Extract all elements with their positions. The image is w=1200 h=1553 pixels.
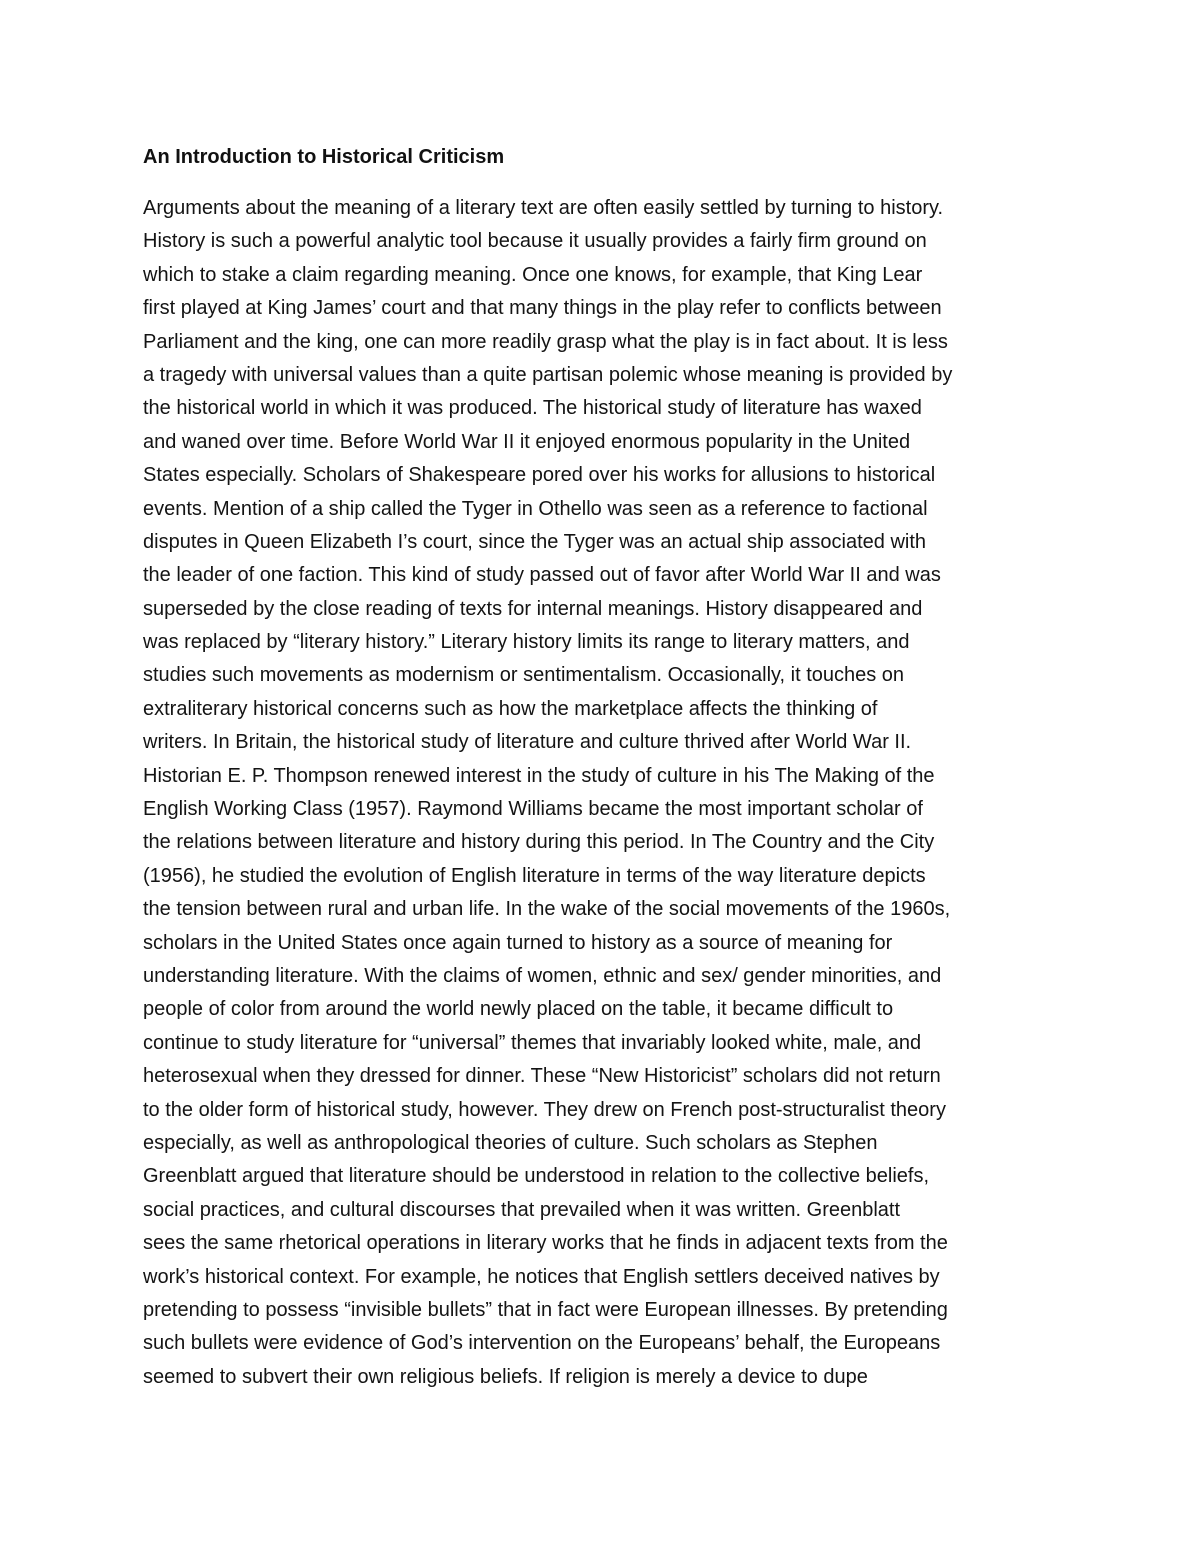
text-line: events. Mention of a ship called the Tyger in Othello was seen as a reference to factional <box>143 497 928 520</box>
text-line: writers. In Britain, the historical study of literature and culture thrived after World War II. <box>143 731 912 754</box>
text-line: seemed to subvert their own religious beliefs. If religion is merely a device to dupe <box>143 1365 868 1388</box>
text-line: pretending to possess “invisible bullets” that in fact were European illnesses. By pretending <box>143 1298 948 1321</box>
text-line: English Working Class (1957). Raymond Williams became the most important scholar of <box>143 798 923 821</box>
text-line: Historian E. P. Thompson renewed interest in the study of culture in his The Making of the <box>143 764 935 787</box>
text-line: the relations between literature and history during this period. In The Country and the City <box>143 831 935 854</box>
text-line: extraliterary historical concerns such as how the marketplace affects the thinking of <box>143 697 878 720</box>
text-line: understanding literature. With the claims of women, ethnic and sex/ gender minorities, and <box>143 964 942 987</box>
text-line: and waned over time. Before World War II it enjoyed enormous popularity in the United <box>143 430 911 453</box>
document-title: An Introduction to Historical Criticism <box>143 146 505 168</box>
text-line: which to stake a claim regarding meaning. Once one knows, for example, that King Lear <box>143 263 923 286</box>
text-line: especially, as well as anthropological theories of culture. Such scholars as Stephen <box>143 1131 878 1154</box>
text-line: States especially. Scholars of Shakespeare pored over his works for allusions to historical <box>143 464 936 487</box>
text-line: such bullets were evidence of God’s intervention on the Europeans’ behalf, the Europeans <box>143 1332 941 1355</box>
text-line: heterosexual when they dressed for dinner. These “New Historicist” scholars did not return <box>143 1065 941 1088</box>
text-line: disputes in Queen Elizabeth I’s court, since the Tyger was an actual ship associated with <box>143 530 927 553</box>
text-line: studies such movements as modernism or sentimentalism. Occasionally, it touches on <box>143 664 905 687</box>
text-line: sees the same rhetorical operations in literary works that he finds in adjacent texts from the <box>143 1232 948 1255</box>
text-line: to the older form of historical study, however. They drew on French post-structuralist theory <box>143 1098 946 1121</box>
text-line: History is such a powerful analytic tool because it usually provides a fairly firm ground on <box>143 230 927 253</box>
text-line: was replaced by “literary history.” Literary history limits its range to literary matters, and <box>143 631 910 654</box>
text-line: people of color from around the world newly placed on the table, it became difficult to <box>143 998 894 1021</box>
text-line: the tension between rural and urban life. In the wake of the social movements of the 1960s, <box>143 898 951 921</box>
text-line: a tragedy with universal values than a quite partisan polemic whose meaning is provided by <box>143 363 953 386</box>
text-line: the leader of one faction. This kind of study passed out of favor after World War II and was <box>143 564 941 587</box>
text-line: Parliament and the king, one can more readily grasp what the play is in fact about. It is less <box>143 330 948 353</box>
text-line: first played at King James’ court and that many things in the play refer to conflicts between <box>143 297 942 320</box>
text-line: (1956), he studied the evolution of English literature in terms of the way literature depicts <box>143 864 926 887</box>
text-line: scholars in the United States once again turned to history as a source of meaning for <box>143 931 893 954</box>
text-line: Greenblatt argued that literature should be understood in relation to the collective beliefs, <box>143 1165 930 1188</box>
text-line: the historical world in which it was produced. The historical study of literature has waxed <box>143 397 922 420</box>
text-line: work’s historical context. For example, he notices that English settlers deceived natives by <box>143 1265 940 1288</box>
text-line: social practices, and cultural discourses that prevailed when it was written. Greenblatt <box>143 1198 901 1221</box>
text-line: superseded by the close reading of texts for internal meanings. History disappeared and <box>143 597 923 620</box>
text-line: Arguments about the meaning of a literary text are often easily settled by turning to history. <box>143 197 944 219</box>
text-line: continue to study literature for “universal” themes that invariably looked white, male, and <box>143 1031 922 1054</box>
body-text <box>143 192 952 1394</box>
